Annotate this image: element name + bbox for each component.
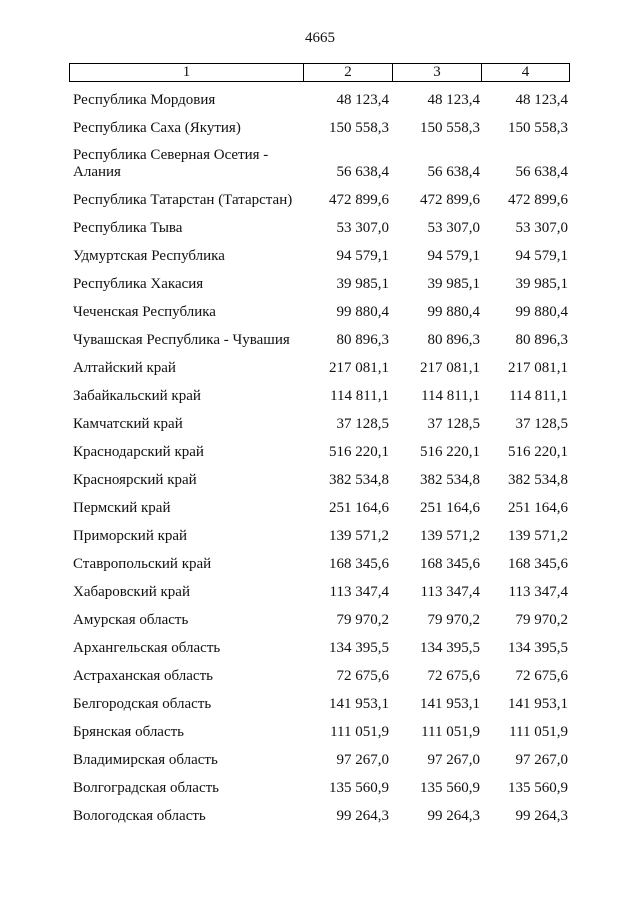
table-row [0,354,640,382]
region-name: Вологодская область [73,808,206,824]
region-name: Камчатский край [73,416,183,432]
value-col-2: 53 307,0 [336,220,389,236]
value-col-4: 141 953,1 [508,696,568,712]
value-col-2: 150 558,3 [329,120,389,136]
value-col-3: 72 675,6 [427,668,480,684]
table-row [0,114,640,142]
table-row [0,142,640,186]
table-row [0,494,640,522]
value-col-3: 53 307,0 [427,220,480,236]
region-name: Брянская область [73,724,185,740]
value-col-2: 516 220,1 [329,444,389,460]
region-name: Чувашская Республика - Чувашия [73,332,290,348]
value-col-3: 111 051,9 [421,724,480,740]
table-row [0,270,640,298]
value-col-2: 141 953,1 [329,696,389,712]
value-col-4: 382 534,8 [508,472,568,488]
region-name: Чеченская Республика [73,304,216,320]
value-col-3: 99 880,4 [427,304,480,320]
region-name: Республика Татарстан (Татарстан) [73,192,293,208]
value-col-4: 114 811,1 [509,388,568,404]
value-col-4: 251 164,6 [508,500,568,516]
value-col-2: 99 880,4 [336,304,389,320]
column-header-1: 1 [70,64,304,81]
table-row [0,382,640,410]
table-row [0,326,640,354]
value-col-2: 114 811,1 [330,388,389,404]
value-col-2: 79 970,2 [336,612,389,628]
value-col-3: 114 811,1 [421,388,480,404]
table-row [0,438,640,466]
region-name: Республика Саха (Якутия) [73,120,241,136]
table-row [0,690,640,718]
table-row [0,186,640,214]
value-col-4: 37 128,5 [515,416,568,432]
region-name: Забайкальский край [73,388,201,404]
table-row [0,242,640,270]
value-col-4: 53 307,0 [515,220,568,236]
column-header-4: 4 [521,64,530,80]
table-row [0,86,640,114]
region-name: Красноярский край [73,472,197,488]
region-name: Астраханская область [73,668,213,684]
table-row [0,550,640,578]
table-row [0,578,640,606]
value-col-2: 168 345,6 [329,556,389,572]
table-row [0,802,640,830]
table-row [0,718,640,746]
value-col-2: 472 899,6 [329,192,389,208]
value-col-4: 99 264,3 [515,808,568,824]
value-col-4: 516 220,1 [508,444,568,460]
value-col-2: 56 638,4 [336,164,389,180]
value-col-2: 99 264,3 [336,808,389,824]
table-row [0,746,640,774]
value-col-3: 97 267,0 [427,752,480,768]
value-col-3: 94 579,1 [427,248,480,264]
region-name: Волгоградская область [73,780,219,796]
region-name: Алтайский край [73,360,176,376]
region-name: Белгородская область [73,696,212,712]
region-name: Республика Северная Осетия - Алания [73,147,269,180]
value-col-3: 251 164,6 [420,500,480,516]
value-col-4: 79 970,2 [515,612,568,628]
region-name: Амурская область [73,612,189,628]
table-row [0,466,640,494]
region-name: Удмуртская Республика [73,248,225,264]
value-col-3: 48 123,4 [427,92,480,108]
value-col-4: 97 267,0 [515,752,568,768]
region-name: Республика Тыва [73,220,183,236]
table-row [0,522,640,550]
value-col-4: 94 579,1 [515,248,568,264]
value-col-2: 134 395,5 [329,640,389,656]
value-col-4: 168 345,6 [508,556,568,572]
value-col-4: 111 051,9 [509,724,568,740]
value-col-2: 135 560,9 [329,780,389,796]
value-col-3: 168 345,6 [420,556,480,572]
region-name: Краснодарский край [73,444,204,460]
region-name: Приморский край [73,528,188,544]
value-col-3: 139 571,2 [420,528,480,544]
value-col-2: 48 123,4 [336,92,389,108]
value-col-3: 150 558,3 [420,120,480,136]
value-col-3: 39 985,1 [427,276,480,292]
value-col-4: 56 638,4 [515,164,568,180]
value-col-3: 472 899,6 [420,192,480,208]
region-name: Пермский край [73,500,171,516]
value-col-4: 99 880,4 [515,304,568,320]
value-col-4: 134 395,5 [508,640,568,656]
value-col-4: 139 571,2 [508,528,568,544]
value-col-3: 217 081,1 [420,360,480,376]
value-col-4: 135 560,9 [508,780,568,796]
value-col-4: 48 123,4 [515,92,568,108]
value-col-4: 150 558,3 [508,120,568,136]
value-col-3: 141 953,1 [420,696,480,712]
value-col-2: 139 571,2 [329,528,389,544]
table-header [69,63,570,82]
table-row [0,662,640,690]
value-col-2: 217 081,1 [329,360,389,376]
table-row [0,298,640,326]
value-col-3: 135 560,9 [420,780,480,796]
value-col-3: 79 970,2 [427,612,480,628]
value-col-2: 113 347,4 [329,584,389,600]
value-col-3: 134 395,5 [420,640,480,656]
table-row [0,410,640,438]
table-row [0,606,640,634]
region-name: Архангельская область [73,640,221,656]
value-col-2: 39 985,1 [336,276,389,292]
value-col-4: 72 675,6 [515,668,568,684]
value-col-4: 113 347,4 [508,584,568,600]
value-col-3: 382 534,8 [420,472,480,488]
region-name: Владимирская область [73,752,218,768]
value-col-2: 382 534,8 [329,472,389,488]
region-name: Хабаровский край [73,584,190,600]
region-name: Республика Мордовия [73,92,216,108]
value-col-3: 56 638,4 [427,164,480,180]
value-col-3: 99 264,3 [427,808,480,824]
value-col-2: 251 164,6 [329,500,389,516]
column-header-2: 2 [304,64,393,81]
region-name: Республика Хакасия [73,276,204,292]
table-body [0,86,640,830]
value-col-2: 94 579,1 [336,248,389,264]
table-row [0,634,640,662]
value-col-3: 37 128,5 [427,416,480,432]
value-col-3: 113 347,4 [420,584,480,600]
value-col-4: 80 896,3 [515,332,568,348]
value-col-3: 80 896,3 [427,332,480,348]
page-number: 4665 [305,30,335,46]
value-col-4: 39 985,1 [515,276,568,292]
value-col-2: 97 267,0 [336,752,389,768]
region-name: Ставропольский край [73,556,212,572]
value-col-4: 472 899,6 [508,192,568,208]
column-header-3: 3 [393,64,482,81]
value-col-2: 37 128,5 [336,416,389,432]
value-col-2: 80 896,3 [336,332,389,348]
value-col-3: 516 220,1 [420,444,480,460]
value-col-2: 72 675,6 [336,668,389,684]
value-col-4: 217 081,1 [508,360,568,376]
table-row [0,214,640,242]
table-row [0,774,640,802]
value-col-2: 111 051,9 [330,724,389,740]
